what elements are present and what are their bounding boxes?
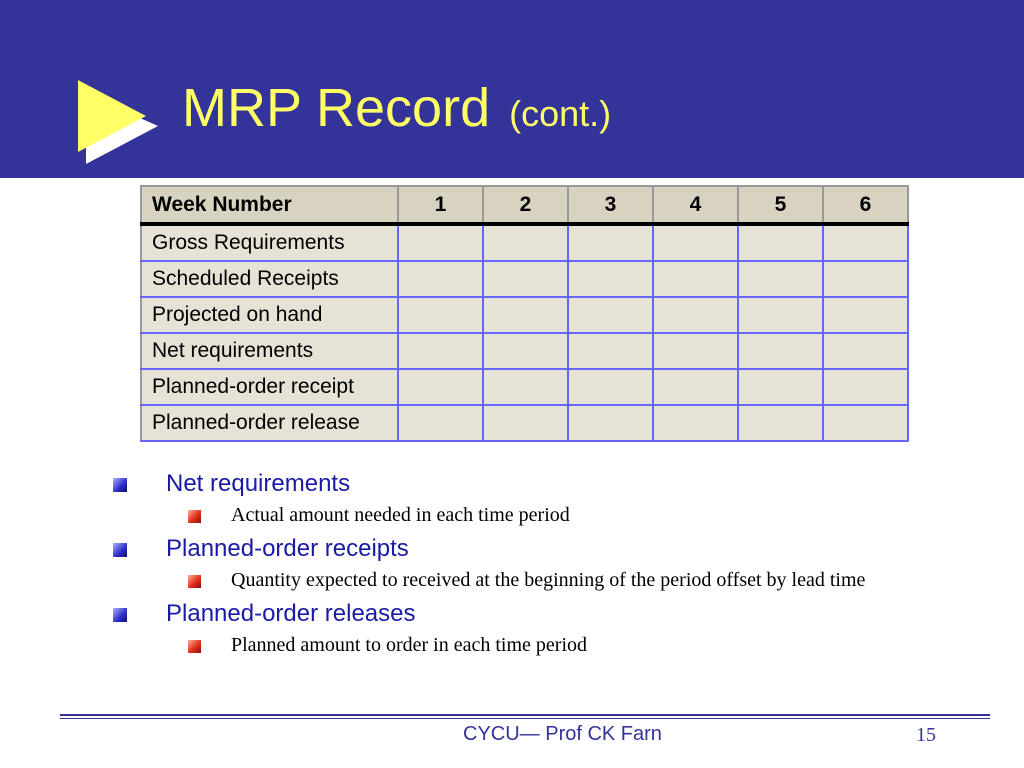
red-square-bullet-icon	[188, 640, 201, 653]
table-cell	[738, 369, 823, 405]
table-cell	[483, 224, 568, 261]
play-triangle-icon	[74, 76, 158, 164]
bullet-item	[0, 531, 1024, 567]
table-cell	[653, 224, 738, 261]
footer-divider-thin	[60, 718, 990, 719]
row-label: Scheduled Receipts	[141, 261, 398, 297]
title-suffix: (cont.)	[509, 93, 612, 134]
table-cell	[483, 369, 568, 405]
table-row	[141, 369, 908, 405]
bullet-item	[0, 466, 1024, 502]
bullet-item	[0, 596, 1024, 632]
table-cell	[568, 333, 653, 369]
table-cell	[568, 369, 653, 405]
week-header-6: 6	[823, 186, 908, 224]
table-cell	[738, 333, 823, 369]
table-cell	[823, 297, 908, 333]
table-cell	[568, 405, 653, 441]
bullet-heading: Net requirements	[166, 470, 351, 497]
table-cell	[398, 224, 483, 261]
sub-bullet-text: Actual amount needed in each time period	[231, 504, 570, 526]
red-square-bullet-icon	[188, 575, 201, 588]
table-cell	[823, 333, 908, 369]
table-cell	[653, 333, 738, 369]
table-cell	[823, 261, 908, 297]
table-cell	[398, 297, 483, 333]
table-cell	[653, 405, 738, 441]
table-cell	[398, 405, 483, 441]
table-cell	[823, 224, 908, 261]
page-number: 15	[916, 724, 936, 746]
row-label: Planned-order release	[141, 405, 398, 441]
blue-square-bullet-icon	[113, 608, 127, 622]
table-cell	[738, 405, 823, 441]
row-label: Net requirements	[141, 333, 398, 369]
table-cell	[483, 333, 568, 369]
row-label: Projected on hand	[141, 297, 398, 333]
row-label: Gross Requirements	[141, 224, 398, 261]
table-row	[141, 261, 908, 297]
table-cell	[568, 297, 653, 333]
sub-bullet-item	[0, 567, 1024, 594]
blue-square-bullet-icon	[113, 478, 127, 492]
table-cell	[398, 369, 483, 405]
week-number-header: Week Number	[141, 186, 398, 224]
sub-bullet-item	[0, 632, 1024, 659]
red-square-bullet-icon	[188, 510, 201, 523]
mrp-record-table	[140, 185, 909, 442]
slide-header	[0, 0, 1024, 178]
table-cell	[738, 261, 823, 297]
week-header-2: 2	[483, 186, 568, 224]
title-main: MRP Record	[182, 78, 491, 138]
bullet-heading: Planned-order receipts	[166, 535, 409, 562]
row-label: Planned-order receipt	[141, 369, 398, 405]
table-cell	[398, 261, 483, 297]
table-cell	[568, 224, 653, 261]
blue-square-bullet-icon	[113, 543, 127, 557]
table-cell	[483, 297, 568, 333]
table-cell	[398, 333, 483, 369]
footer-divider	[60, 714, 990, 716]
table-header-row	[141, 186, 908, 224]
table-row	[141, 224, 908, 261]
table-cell	[823, 405, 908, 441]
table-row	[141, 297, 908, 333]
table-cell	[483, 261, 568, 297]
week-header-5: 5	[738, 186, 823, 224]
week-header-4: 4	[653, 186, 738, 224]
bullet-heading: Planned-order releases	[166, 600, 416, 627]
sub-bullet-text: Planned amount to order in each time period	[231, 634, 588, 656]
table-cell	[738, 297, 823, 333]
week-header-1: 1	[398, 186, 483, 224]
sub-bullet-item	[0, 502, 1024, 529]
table-cell	[823, 369, 908, 405]
week-header-3: 3	[568, 186, 653, 224]
sub-bullet-text: Quantity expected to received at the beginning of the period offset by lead time	[231, 569, 866, 591]
table-cell	[653, 261, 738, 297]
table-row	[141, 405, 908, 441]
table-cell	[653, 369, 738, 405]
table-cell	[568, 261, 653, 297]
slide-title	[182, 72, 611, 150]
table-cell	[738, 224, 823, 261]
footer-credit: CYCU— Prof CK Farn	[463, 723, 662, 745]
bullet-list	[0, 466, 1024, 661]
table-cell	[653, 297, 738, 333]
table-row	[141, 333, 908, 369]
table-cell	[483, 405, 568, 441]
